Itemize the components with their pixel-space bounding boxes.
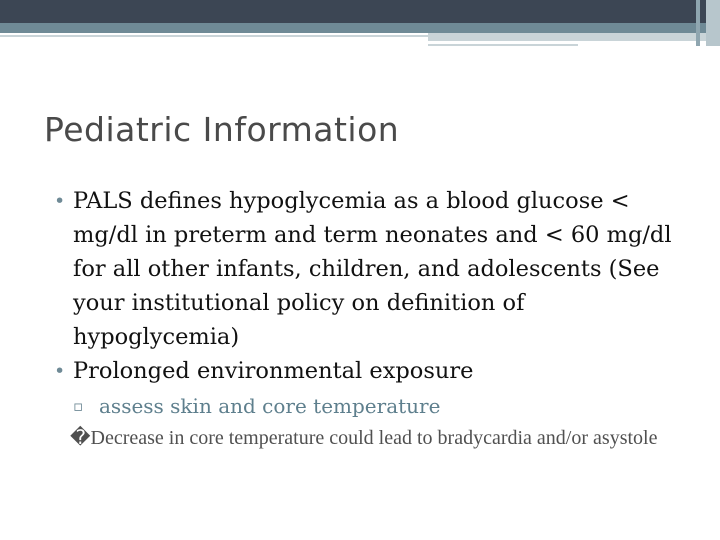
note-text: �Decrease in core temperature could lead to bradycardia and/or asystole (70, 427, 658, 449)
bullet-list (54, 184, 694, 424)
sub-bullet-item (73, 388, 694, 424)
header-bar-teal (0, 23, 720, 33)
header-accent-stripe (696, 0, 700, 46)
header-bar-dark (0, 0, 720, 23)
slide-title: Pediatric Information (44, 110, 400, 149)
header-accent-block (706, 0, 720, 46)
header-line-short (428, 44, 578, 46)
bullet-text: PALS defines hypoglycemia as a blood glucose < mg/dl in preterm and term neonates and < 60 mg/dl for all other infants, children, and adolescents (See your institutional policy on definition of hypoglycemia) (73, 188, 672, 350)
header-line-left (0, 35, 428, 37)
bullet-marker-icon: • (54, 190, 66, 212)
header-bar-light (428, 33, 720, 41)
bullet-text: Prolonged environmental exposure (73, 358, 474, 384)
bullet-item (54, 184, 694, 354)
bullet-marker-icon: • (54, 360, 66, 382)
sub-bullet-text: assess skin and core temperature (99, 394, 441, 418)
bullet-item (54, 354, 694, 388)
sub-bullet-marker-icon: ▫ (73, 397, 84, 415)
